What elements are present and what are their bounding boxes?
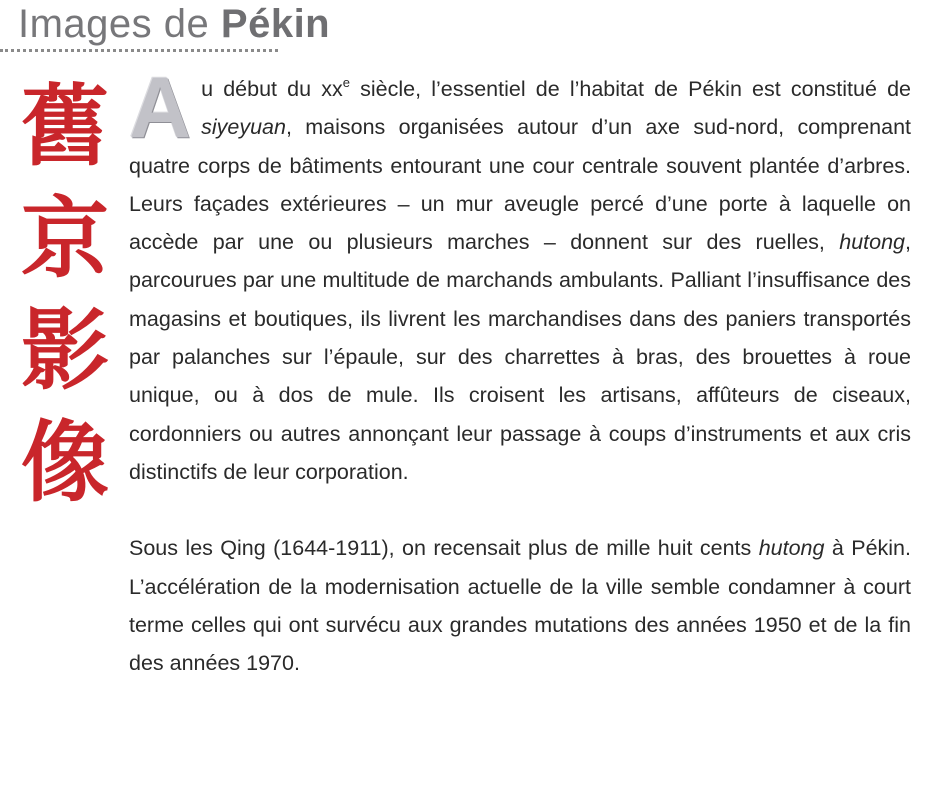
paragraph-1-text-d: , parcourues par une multitude de marchands ambulants. Palliant l’insuffisance des magasins et boutiques, ils livrent les marchandises dans des paniers transportés par palanches sur l’épaule, sur des charrettes à bras, des brouettes à roue unique, ou à dos de mule. Ils croisent les artisans, affûteurs de ciseaux, cordonniers ou autres annonçant leur passage à coups d’instruments et aux cris distinctifs de leur corporation.	[129, 230, 911, 484]
title-dotted-rule	[0, 49, 278, 52]
chinese-character-1: 舊	[20, 74, 109, 178]
paragraph-1-text-c: , maisons organisées autour d’un axe sud-nord, comprenant quatre corps de bâtiments entourant une cour centrale souvent plantée d’arbres. Leurs façades extérieures – un mur aveugle percé d’une porte à laquelle on accède par une ou plusieurs marches – donnent sur des ruelles,	[129, 115, 911, 255]
term-hutong-2: hutong	[758, 536, 825, 561]
century-superscript: e	[342, 75, 350, 90]
term-siyeyuan: siyeyuan	[201, 115, 286, 140]
chinese-character-3: 影	[20, 298, 109, 402]
vertical-chinese-title	[10, 70, 120, 518]
paragraph-2-text-b: à Pékin. L’accélération de la modernisation actuelle de la ville semble condamner à court terme celles qui ont survécu aux grandes mutations des années 1950 et de la fin des années 1970.	[129, 536, 911, 676]
article-body	[129, 60, 911, 682]
page-title	[18, 2, 330, 46]
chinese-character-4: 像	[20, 410, 109, 514]
term-hutong: hutong	[839, 230, 906, 255]
paragraph-1-text-a: u début du xx	[201, 77, 343, 101]
paragraph-1	[129, 60, 911, 491]
paragraph-1-text-b: siècle, l’essentiel de l’habitat de Pékin est constitué de	[349, 77, 911, 101]
drop-cap: A	[129, 60, 192, 156]
title-prefix: Images de	[18, 2, 221, 46]
chinese-character-2: 京	[20, 186, 109, 290]
paragraph-2-text-a: Sous les Qing (1644-1911), on recensait plus de mille huit cents	[129, 536, 759, 561]
title-emphasis: Pékin	[220, 2, 331, 46]
paragraph-2	[129, 529, 911, 682]
